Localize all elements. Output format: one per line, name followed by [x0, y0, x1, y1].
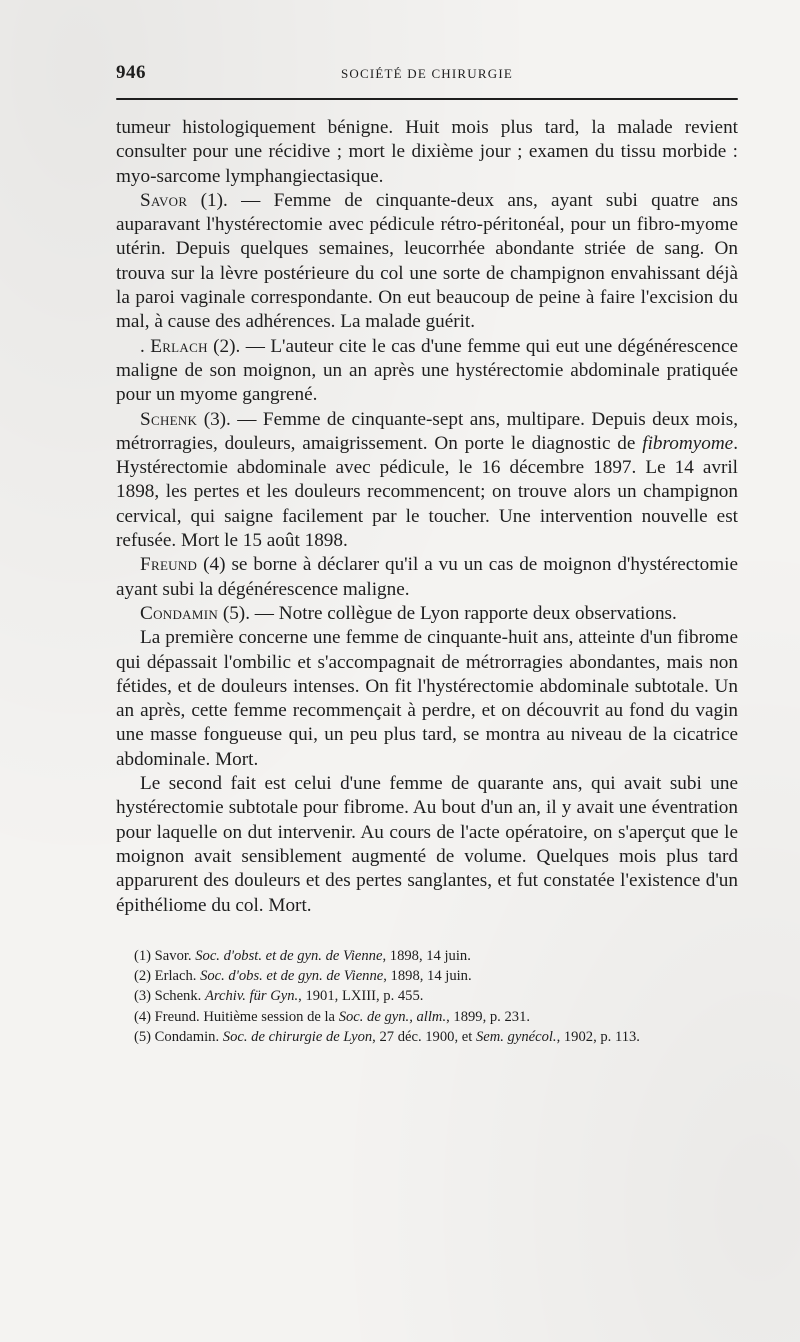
- paragraph-second-observation: [116, 772, 738, 918]
- footnote-1: [116, 946, 738, 966]
- paragraph-schenk: [116, 408, 738, 554]
- footnote-journal: Soc. d'obst. et de gyn. de Vienne: [195, 947, 383, 964]
- footnote-ref: (5). —: [218, 602, 279, 624]
- paragraph-text: se borne à déclarer qu'il a vu un cas de moignon d'hystérectomie ayant subi la dégénérescence maligne.: [116, 554, 738, 600]
- footnote-author: Condamin.: [154, 1028, 223, 1045]
- footnote-number: (4): [134, 1008, 155, 1025]
- footnote-author: Savor.: [154, 947, 196, 964]
- stray-mark: .: [140, 335, 151, 357]
- footnote-details: , 1901, LXIII, p. 455.: [298, 988, 424, 1005]
- footnote-4: [116, 1007, 738, 1027]
- paragraph-text: Le second fait est celui d'une femme de quarante ans, qui avait subi une hystérectomie subtotale pour fibrome. Au bout d'un an, il y avait une éventration pour laquelle on dut intervenir. Au cours de l'acte opératoire, on s'aperçut que le moignon avait sensiblement augmenté de volume. Quelques mois plus tard apparurent des douleurs et des pertes sanglantes, et fut constatée l'existence d'un épithéliome du col. Mort.: [116, 773, 738, 916]
- footnote-ref: (1). —: [187, 189, 274, 211]
- footnote-author: Schenk.: [154, 988, 205, 1005]
- footnote-number: (2): [134, 968, 155, 985]
- footnote-journal: Archiv. für Gyn.: [204, 988, 299, 1005]
- paragraph-text: . Hystérectomie abdominale avec pédicule, le 16 décembre 1897. Le 14 avril 1898, les pertes et les douleurs recommencent; on trouve alors un champignon cervical, qui saigne facilement par le toucher. Une intervention nouvelle est refusée. Mort le 15 août 1898.: [116, 432, 738, 552]
- paragraph-text: L'auteur cite le cas d'une femme qui eut une dégénérescence maligne de son moignon, un an après une hystérectomie abdominale pratiquée pour un myome gangrené.: [116, 335, 739, 406]
- running-title: SOCIÉTÉ DE CHIRURGIE: [340, 66, 514, 81]
- footnotes: [116, 946, 738, 1047]
- author-name: Condamin: [140, 602, 219, 624]
- author-name: Schenk: [140, 408, 198, 430]
- paragraph-text: Femme de cinquante-sept ans, multipare. Depuis deux mois, métrorragies, douleurs, amaigrissement. On porte le diagnostic de: [116, 408, 738, 454]
- paragraph-text: Femme de cinquante-deux ans, ayant subi quatre ans auparavant l'hystérectomie avec pédicule rétro-péritonéal, pour un fibro-myome utérin. Depuis quelques semaines, leucorrhée abondante striée de sang. On trouva sur la lèvre postérieure du col une sorte de champignon envahissant déjà la paroi vaginale correspondante. On eut beaucoup de peine à faire l'excision du mal, à cause des adhérences. La malade guérit.: [116, 189, 738, 333]
- footnote-journal: Soc. de gyn., allm.: [338, 1008, 447, 1025]
- footnote-journal: Soc. d'obs. et de gyn. de Vienne: [200, 968, 384, 985]
- footnote-ref: (2). —: [207, 335, 271, 357]
- footnote-number: (3): [134, 988, 155, 1005]
- paragraph-text: La première concerne une femme de cinquante-huit ans, atteinte d'un fibrome qui dépassait l'ombilic et s'accompagnait de métrorragies abondantes, mais non fétides, et de douleurs intenses. On fit l'hystérectomie abdominale subtotale. Un an après, cette femme recommençait à perdre, et on découvrit au fond du vagin une masse fongueuse qui, un peu plus tard, se montra au niveau de la cicatrice abdominale. Mort.: [116, 627, 738, 770]
- footnote-details: , 27 déc. 1900, et: [372, 1028, 476, 1045]
- footnote-journal: Soc. de chirurgie de Lyon: [222, 1028, 373, 1045]
- body-text: [116, 116, 738, 918]
- italic-term: fibromyome: [642, 432, 734, 454]
- paragraph-first-observation: [116, 626, 738, 772]
- footnote-5: [116, 1027, 738, 1047]
- footnote-author: Freund. Huitième session de la: [154, 1008, 339, 1025]
- paragraph-erlach: [116, 335, 738, 408]
- footnote-3: [116, 986, 738, 1006]
- footnote-number: (5): [134, 1028, 155, 1045]
- footnote-number: (1): [134, 947, 155, 964]
- paragraph-text: tumeur histologiquement bénigne. Huit mois plus tard, la malade revient consulter pour une récidive ; mort le dixième jour ; examen du tissu morbide : myo-sarcome lymphangiectasique.: [116, 117, 738, 187]
- footnote-details: , 1899, p. 231.: [446, 1008, 531, 1025]
- footnote-author: Erlach.: [154, 968, 201, 985]
- author-name: Freund: [140, 554, 198, 576]
- footnote-journal: Sem. gynécol.: [475, 1028, 557, 1045]
- footnote-ref: (4): [197, 554, 232, 576]
- author-name: Savor: [140, 189, 188, 211]
- paragraph-text: Notre collègue de Lyon rapporte deux observations.: [278, 602, 677, 624]
- footnote-details: , 1902, p. 113.: [556, 1028, 640, 1045]
- running-head: [116, 58, 738, 88]
- book-page: [116, 58, 738, 1047]
- paragraph-freund: [116, 553, 738, 602]
- footnote-details: , 1898, 14 juin.: [383, 968, 472, 985]
- footnote-2: [116, 966, 738, 986]
- footnote-ref: (3). —: [197, 408, 263, 430]
- header-rule: [116, 98, 738, 100]
- footnote-details: , 1898, 14 juin.: [382, 947, 471, 964]
- paragraph-continuation: [116, 116, 738, 189]
- paragraph-savor: [116, 189, 738, 335]
- paragraph-condamin: [116, 602, 738, 626]
- author-name: Erlach: [150, 335, 208, 357]
- page-number: 946: [116, 62, 146, 83]
